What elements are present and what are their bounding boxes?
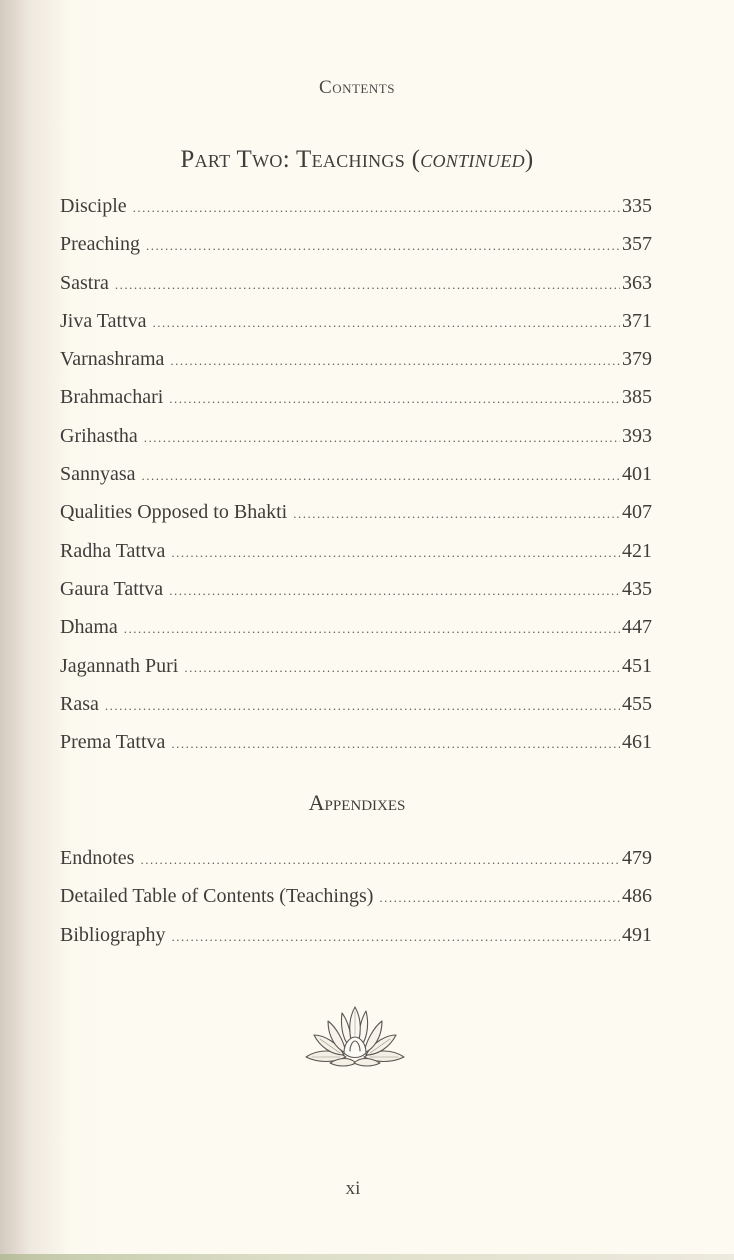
teachings-toc-list (60, 195, 652, 769)
toc-entry-page: 407 (622, 501, 652, 524)
toc-entry-page: 461 (622, 731, 652, 754)
toc-entry-grihastha[interactable] (60, 425, 652, 463)
part-title-continued: continued (420, 146, 525, 173)
toc-entry-title: Brahmachari (60, 386, 164, 409)
dot-leader (169, 391, 620, 407)
toc-entry-page: 371 (622, 309, 652, 332)
toc-entry-title: Grihastha (60, 424, 138, 447)
toc-entry-jiva-tattva[interactable] (60, 310, 652, 348)
part-title (0, 146, 714, 174)
toc-entry-page: 455 (622, 692, 652, 715)
dot-leader (171, 736, 620, 752)
toc-entry-bibliography[interactable] (60, 924, 652, 962)
toc-entry-page: 435 (622, 577, 652, 600)
toc-entry-page: 447 (622, 616, 652, 639)
toc-entry-title: Jiva Tattva (60, 309, 147, 332)
dot-leader (170, 353, 620, 369)
toc-entry-title: Radha Tattva (60, 539, 166, 562)
toc-entry-dhama[interactable] (60, 616, 652, 654)
scan-edge (0, 1254, 734, 1260)
toc-entry-title: Sastra (60, 271, 109, 294)
toc-entry-title: Varnashrama (60, 348, 165, 371)
toc-entry-endnotes[interactable] (60, 847, 652, 885)
toc-entry-rasa[interactable] (60, 693, 652, 731)
toc-entry-page: 479 (622, 847, 652, 869)
dot-leader (144, 430, 620, 446)
dot-leader (169, 583, 620, 599)
appendixes-toc-list (60, 847, 652, 962)
dot-leader (115, 277, 620, 293)
toc-entry-brahmachari[interactable] (60, 386, 652, 424)
appendixes-heading: Appendixes (308, 790, 406, 815)
dot-leader (172, 929, 620, 945)
toc-entry-detailed-toc[interactable] (60, 885, 652, 923)
toc-entry-page: 421 (622, 539, 652, 562)
toc-entry-title: Prema Tattva (60, 731, 166, 754)
toc-entry-page: 363 (622, 271, 652, 294)
toc-entry-title: Bibliography (60, 923, 166, 946)
part-title-main: Part Two: Teachings ( (180, 146, 421, 173)
dot-leader (379, 890, 620, 906)
toc-entry-page: 451 (622, 654, 652, 677)
toc-entry-gaura-tattva[interactable] (60, 578, 652, 616)
toc-entry-prema-tattva[interactable] (60, 731, 652, 769)
toc-entry-page: 486 (622, 885, 652, 908)
dot-leader (146, 238, 620, 254)
lotus-icon (300, 1005, 410, 1070)
dot-leader (293, 506, 620, 522)
running-head: Contents (319, 77, 395, 98)
dot-leader (105, 698, 620, 714)
toc-entry-title: Jagannath Puri (60, 654, 179, 677)
toc-entry-title: Endnotes (60, 847, 135, 869)
dot-leader (171, 545, 620, 561)
dot-leader (133, 200, 620, 216)
toc-entry-title: Disciple (60, 195, 127, 217)
toc-entry-title: Dhama (60, 616, 118, 639)
toc-entry-page: 401 (622, 463, 652, 486)
toc-entry-varnashrama[interactable] (60, 348, 652, 386)
toc-entry-page: 335 (622, 195, 652, 217)
toc-entry-disciple[interactable] (60, 195, 652, 233)
toc-entry-title: Qualities Opposed to Bhakti (60, 501, 288, 524)
dot-leader (153, 315, 620, 331)
dot-leader (184, 660, 620, 676)
toc-entry-page: 393 (622, 424, 652, 447)
toc-entry-radha-tattva[interactable] (60, 540, 652, 578)
dot-leader (124, 621, 620, 637)
toc-entry-page: 357 (622, 233, 652, 256)
toc-entry-sannyasa[interactable] (60, 463, 652, 501)
toc-entry-page: 385 (622, 386, 652, 409)
page-number: xi (345, 1178, 361, 1199)
toc-entry-title: Detailed Table of Contents (Teachings) (60, 885, 374, 908)
dot-leader (142, 468, 620, 484)
toc-entry-title: Rasa (60, 692, 99, 715)
toc-entry-title: Sannyasa (60, 463, 136, 486)
part-title-close: ) (524, 146, 534, 173)
toc-entry-title: Gaura Tattva (60, 577, 164, 600)
toc-entry-jagannath-puri[interactable] (60, 655, 652, 693)
dot-leader (140, 852, 620, 868)
toc-entry-title: Preaching (60, 233, 140, 256)
toc-entry-qualities-opposed-to-bhakti[interactable] (60, 501, 652, 539)
toc-entry-page: 491 (622, 923, 652, 946)
toc-entry-page: 379 (622, 348, 652, 371)
toc-entry-sastra[interactable] (60, 272, 652, 310)
toc-entry-preaching[interactable] (60, 233, 652, 271)
